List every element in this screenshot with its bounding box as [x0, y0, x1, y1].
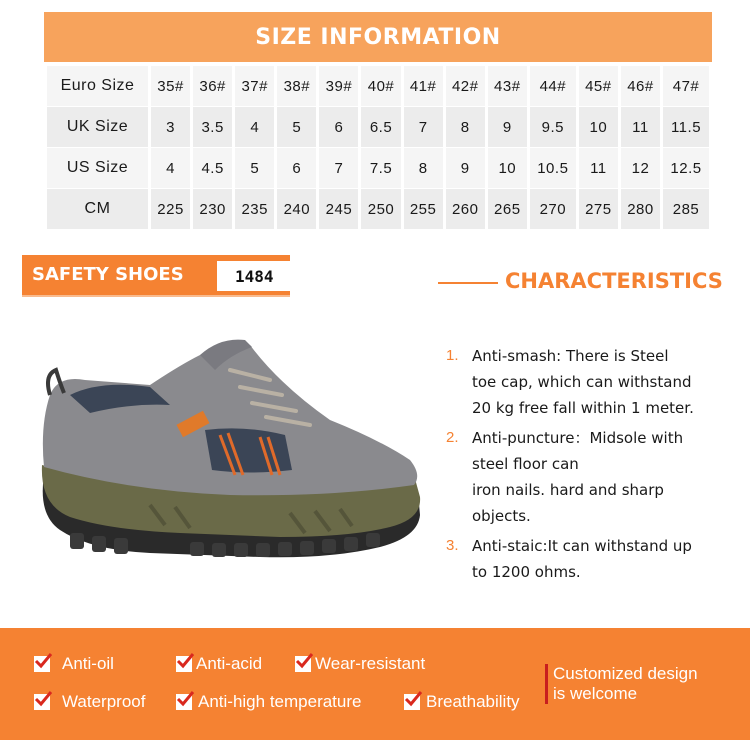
list-item-line: iron nails. hard and sharp — [472, 481, 664, 499]
size-information-banner — [44, 12, 712, 62]
table-cell: 4 — [235, 107, 274, 148]
row-label: US Size — [47, 148, 148, 189]
feature-anti-acid — [176, 654, 262, 674]
table-cell: 8 — [404, 148, 443, 189]
customized-design-note — [553, 664, 698, 704]
customized-accent-bar — [545, 664, 548, 704]
table-cell: 265 — [488, 189, 527, 230]
characteristics-title: CHARACTERISTICS — [505, 269, 723, 293]
feature-anti-high-temperature — [176, 692, 361, 712]
table-row-uk — [47, 107, 709, 148]
table-cell: 285 — [663, 189, 709, 230]
table-cell: 6 — [277, 148, 316, 189]
table-cell: 235 — [235, 189, 274, 230]
safety-shoe-image — [30, 325, 425, 575]
table-cell: 43# — [488, 66, 527, 107]
table-cell: 245 — [319, 189, 358, 230]
table-cell: 44# — [530, 66, 576, 107]
list-item — [446, 343, 746, 421]
checkbox-check-icon — [404, 694, 420, 710]
table-cell: 8 — [446, 107, 485, 148]
feature-anti-oil — [34, 654, 114, 674]
feature-label: Anti-high temperature — [198, 692, 362, 711]
table-cell: 39# — [319, 66, 358, 107]
model-name: SAFETY SHOES — [32, 264, 184, 285]
table-cell: 9.5 — [530, 107, 576, 148]
table-cell: 7.5 — [361, 148, 400, 189]
list-item-number: 1. — [446, 347, 459, 364]
table-cell: 250 — [361, 189, 400, 230]
table-cell: 4 — [151, 148, 190, 189]
feature-label: Breathability — [426, 692, 520, 711]
list-item-line: to 1200 ohms. — [472, 563, 581, 581]
list-item-number: 2. — [446, 429, 459, 446]
list-item-line: objects. — [472, 507, 531, 525]
table-cell: 12 — [621, 148, 660, 189]
list-item-text — [472, 425, 683, 529]
list-item-line: steel floor can — [472, 455, 579, 473]
feature-label: Waterproof — [62, 692, 146, 711]
checkbox-check-icon — [295, 656, 311, 672]
table-cell: 3 — [151, 107, 190, 148]
model-tag — [22, 255, 290, 297]
checkbox-check-icon — [34, 656, 50, 672]
table-cell: 7 — [404, 107, 443, 148]
table-cell: 42# — [446, 66, 485, 107]
feature-breathability — [404, 692, 520, 712]
table-cell: 11.5 — [663, 107, 709, 148]
table-cell: 41# — [404, 66, 443, 107]
characteristics-list — [446, 343, 746, 589]
table-cell: 255 — [404, 189, 443, 230]
table-cell: 45# — [579, 66, 618, 107]
table-cell: 275 — [579, 189, 618, 230]
table-cell: 9 — [446, 148, 485, 189]
table-cell: 9 — [488, 107, 527, 148]
list-item-line: toe cap, which can withstand — [472, 373, 692, 391]
table-cell: 11 — [621, 107, 660, 148]
table-cell: 10 — [579, 107, 618, 148]
size-information-title: SIZE INFORMATION — [255, 24, 501, 50]
table-row-us — [47, 148, 709, 189]
list-item-text — [472, 343, 694, 421]
checkbox-check-icon — [176, 694, 192, 710]
list-item-text — [472, 533, 692, 585]
table-cell: 46# — [621, 66, 660, 107]
table-cell: 10 — [488, 148, 527, 189]
list-item-line: Anti-staic:It can withstand up — [472, 537, 692, 555]
table-cell: 4.5 — [193, 148, 232, 189]
row-label: Euro Size — [47, 66, 148, 107]
table-cell: 38# — [277, 66, 316, 107]
feature-wear-resistant — [295, 654, 425, 674]
table-cell: 3.5 — [193, 107, 232, 148]
list-item — [446, 533, 746, 585]
table-cell: 6.5 — [361, 107, 400, 148]
list-item-line: 20 kg free fall within 1 meter. — [472, 399, 694, 417]
checkbox-check-icon — [34, 694, 50, 710]
table-cell: 5 — [235, 148, 274, 189]
table-cell: 225 — [151, 189, 190, 230]
model-number: 1484 — [235, 266, 274, 286]
feature-label: Wear-resistant — [315, 654, 426, 673]
table-row-cm — [47, 189, 709, 230]
table-cell: 11 — [579, 148, 618, 189]
shoe-mesh-side — [205, 428, 292, 472]
feature-label: Anti-acid — [196, 654, 263, 673]
table-cell: 36# — [193, 66, 232, 107]
list-item-line: Anti-puncture：Midsole with — [472, 429, 684, 447]
shoe-upper — [43, 345, 417, 495]
table-cell: 40# — [361, 66, 400, 107]
list-item-number: 3. — [446, 537, 459, 554]
feature-label: Anti-oil — [62, 654, 114, 673]
table-cell: 6 — [319, 107, 358, 148]
customized-line-2: is welcome — [553, 684, 638, 703]
table-cell: 240 — [277, 189, 316, 230]
table-cell: 5 — [277, 107, 316, 148]
size-table — [44, 66, 712, 230]
table-cell: 7 — [319, 148, 358, 189]
checkbox-check-icon — [176, 656, 192, 672]
table-cell: 260 — [446, 189, 485, 230]
model-number-box — [217, 261, 290, 291]
row-label: CM — [47, 189, 148, 230]
characteristics-rule — [438, 282, 498, 284]
table-cell: 12.5 — [663, 148, 709, 189]
table-cell: 10.5 — [530, 148, 576, 189]
table-cell: 37# — [235, 66, 274, 107]
customized-line-1: Customized design — [553, 664, 698, 683]
list-item-line: Anti-smash: There is Steel — [472, 347, 669, 365]
row-label: UK Size — [47, 107, 148, 148]
table-cell: 280 — [621, 189, 660, 230]
table-cell: 230 — [193, 189, 232, 230]
table-row-euro — [47, 66, 709, 107]
table-cell: 35# — [151, 66, 190, 107]
list-item — [446, 425, 746, 529]
table-cell: 47# — [663, 66, 709, 107]
table-cell: 270 — [530, 189, 576, 230]
feature-waterproof — [34, 692, 145, 712]
